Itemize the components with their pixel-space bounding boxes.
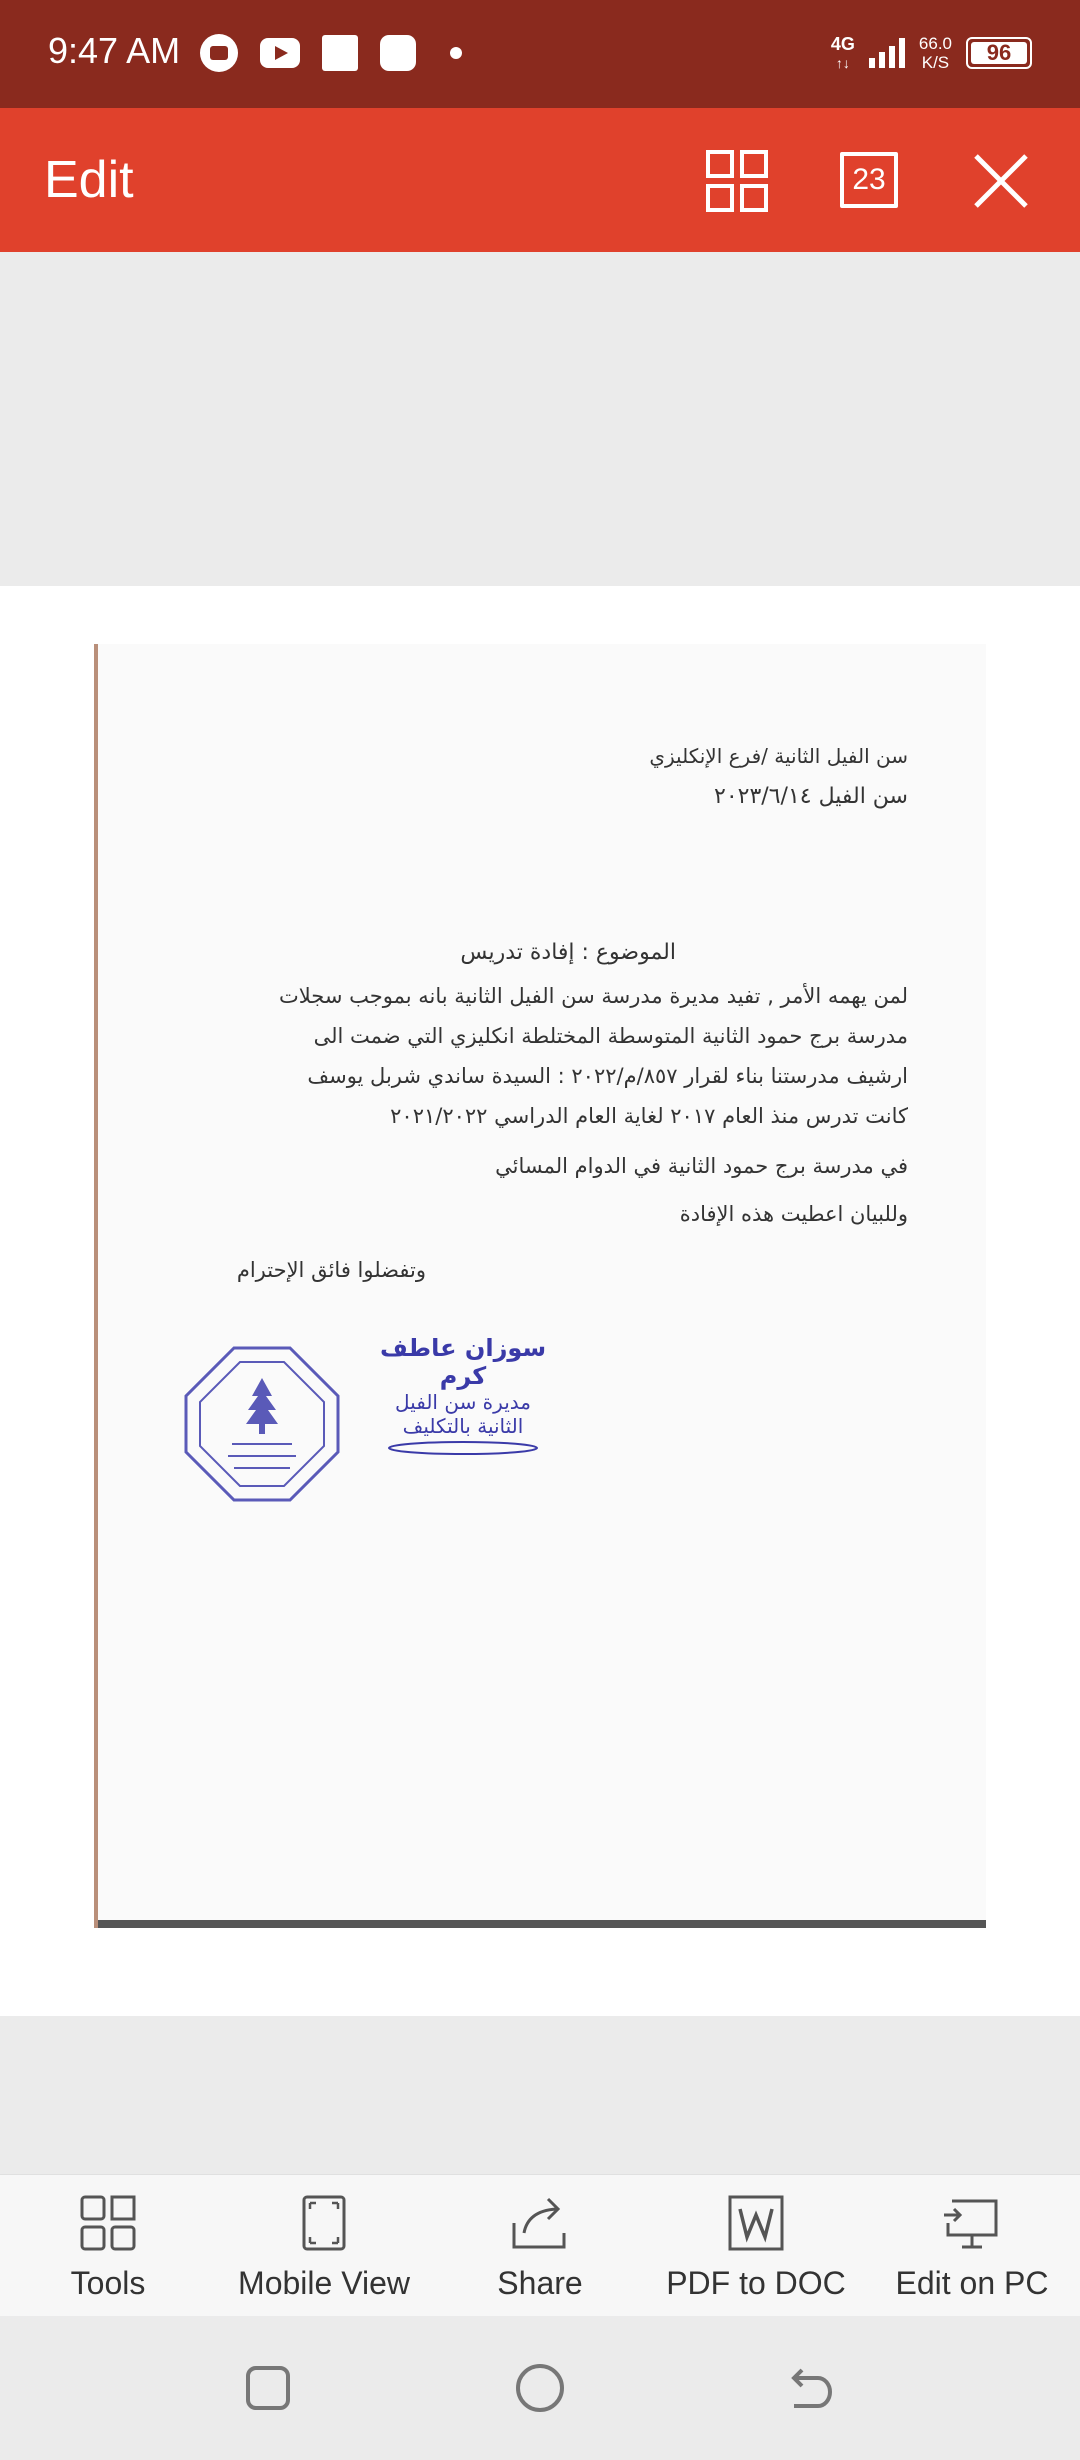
back-icon [780,2360,836,2416]
battery-level: 96 [986,40,1012,65]
letter-body-line-5: في مدرسة برج حمود الثانية في الدوام المسائي [495,1154,908,1178]
signature-name: سوزان عاطف كرم [379,1334,547,1390]
network-type: 4G ↑↓ [830,33,855,71]
letter-school-line: سن الفيل الثانية /فرع الإنكليزي [649,744,908,768]
pdf-to-doc-label: PDF to DOC [666,2265,846,2301]
youtube-icon [260,38,300,68]
app-header [0,108,1080,252]
document-viewer[interactable] [0,252,1080,2174]
page-count: 23 [840,152,898,208]
mobile-view-button[interactable] [216,2175,432,2316]
mobile-view-label: Mobile View [238,2265,410,2301]
network-label: 4G [830,33,855,54]
edit-on-pc-icon [942,2193,1002,2253]
edit-on-pc-button[interactable] [864,2175,1080,2316]
signal-strength-icon [869,38,905,68]
speed-unit: K/S [921,53,950,72]
pdf-to-doc-button[interactable] [648,2175,864,2316]
letter-closing: وتفضلوا فائق الإحترام [236,1258,426,1282]
pdf-to-doc-icon [726,2193,786,2253]
letter-body-line-3: ارشيف مدرستنا بناء لقرار ٨٥٧/م/٢٠٢٢ : السيدة ساندي شربل يوسف [307,1064,908,1088]
official-stamp-icon [182,1344,342,1504]
notification-icons [200,34,462,72]
close-icon [966,146,1036,216]
tools-button[interactable] [0,2175,216,2316]
letter-body-line-6: وللبيان اعطيت هذه الإفادة [679,1202,908,1226]
page-title: Edit [44,151,134,209]
recent-apps-button[interactable] [242,2360,298,2416]
status-bar [0,0,1080,108]
close-button[interactable] [966,146,1036,216]
tools-label: Tools [70,2265,146,2301]
grid-icon [702,146,772,216]
more-notifications-dot-icon [450,47,462,59]
signature-title-2: الثانية بالتكليف [402,1414,524,1438]
status-indicators [831,34,1032,72]
home-button[interactable] [512,2360,568,2416]
share-icon [510,2193,570,2253]
tools-grid-icon [78,2193,138,2253]
status-time: 9:47 AM [48,30,181,71]
notification-square-icon [322,35,358,71]
page-count-button[interactable] [834,146,904,216]
letter-date: سن الفيل ٢٠٢٣/٦/١٤ [714,784,908,809]
battery-icon [966,37,1032,69]
home-icon [512,2360,568,2416]
network-speed [919,34,952,72]
bottom-toolbar [0,2174,1080,2316]
mobile-view-icon [294,2193,354,2253]
letter-body-line-2: مدرسة برج حمود الثانية المتوسطة المختلطة انكليزي التي ضمت الى [313,1024,908,1048]
share-button[interactable] [432,2175,648,2316]
thumbnail-grid-button[interactable] [702,146,772,216]
letter-body-line-4: كانت تدرس منذ العام ٢٠١٧ لغاية العام الدراسي ٢٠٢١/٢٠٢٢ [390,1104,908,1128]
recent-apps-icon [242,2360,298,2416]
document-page[interactable] [0,586,1080,2016]
signature-title-1: مديرة سن الفيل [395,1390,531,1414]
share-label: Share [497,2265,583,2301]
system-navigation-bar [0,2316,1080,2460]
signature-stroke [383,1438,543,1458]
scanned-letter [94,644,986,1928]
letter-body-line-1: لمن يهمه الأمر , تفيد مديرة مدرسة سن الفيل الثانية بانه بموجب سجلات [279,984,908,1008]
speed-value: 66.0 [918,34,952,53]
signature-block [368,1334,558,1462]
edit-on-pc-label: Edit on PC [895,2265,1049,2301]
notification-app-icon [200,34,238,72]
notification-rounded-icon [380,35,416,71]
letter-subject: الموضوع : إفادة تدريس [460,940,676,965]
back-button[interactable] [780,2360,836,2416]
